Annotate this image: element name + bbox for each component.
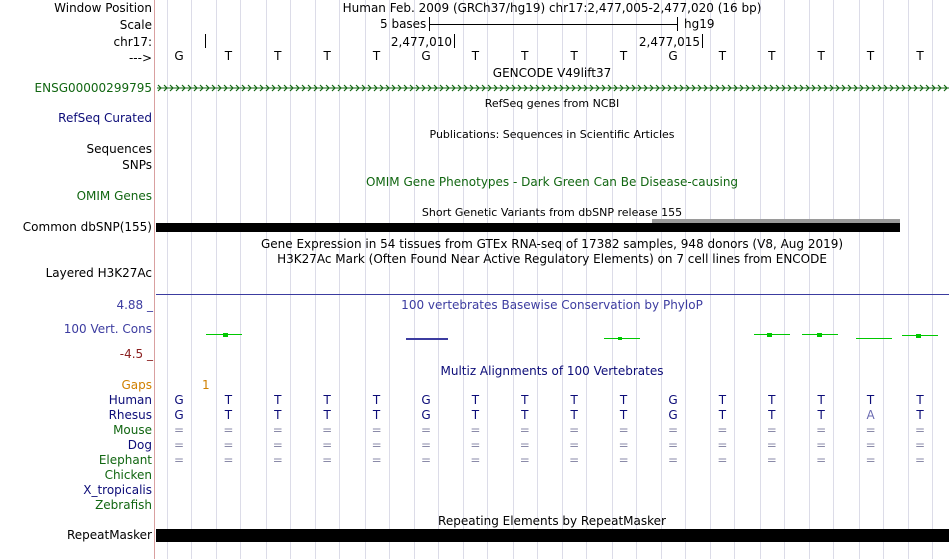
alignment-base: = — [223, 453, 234, 467]
publications-track-title[interactable]: Publications: Sequences in Scientific Articles — [429, 128, 675, 141]
alignment-base: T — [274, 408, 282, 422]
alignment-base: T — [323, 393, 331, 407]
alignment-base: = — [618, 423, 629, 437]
dbsnp-feature-bar[interactable] — [156, 223, 900, 232]
ruler-tick — [205, 34, 206, 48]
alignment-base: = — [371, 438, 382, 452]
alignment-base: = — [569, 438, 580, 452]
alignment-base: T — [817, 408, 825, 422]
species-label[interactable]: Mouse — [113, 423, 152, 437]
alignment-base: G — [668, 408, 678, 422]
alignment-base: = — [371, 423, 382, 437]
alignment-base: = — [865, 423, 876, 437]
alignment-base: T — [224, 408, 233, 422]
base-letter: T — [619, 49, 628, 63]
scale-label: Scale — [119, 18, 152, 32]
phylop-min-label: -4.5 _ — [119, 347, 153, 361]
alignment-base: = — [470, 423, 481, 437]
coord-tick-label-1: 2,477,010 — [390, 35, 452, 49]
phylop-signal — [156, 326, 949, 344]
alignment-base: = — [816, 453, 827, 467]
alignment-base: G — [174, 408, 184, 422]
base-letter: T — [570, 49, 578, 63]
alignment-base: T — [224, 393, 233, 407]
alignment-base: T — [866, 393, 875, 407]
repeatmasker-feature-bar[interactable] — [156, 529, 949, 542]
alignment-base: T — [323, 408, 331, 422]
strand-label: ---> — [128, 51, 152, 65]
alignment-base: = — [816, 423, 827, 437]
alignment-base: = — [816, 438, 827, 452]
alignment-base: = — [470, 438, 481, 452]
alignment-base: = — [272, 438, 283, 452]
alignment-base: = — [865, 438, 876, 452]
alignment-base: = — [717, 438, 728, 452]
alignment-base: T — [718, 408, 727, 422]
gaps-label[interactable]: Gaps — [121, 378, 152, 392]
phylop-track-title[interactable]: 100 vertebrates Basewise Conservation by PhyloP — [401, 298, 703, 312]
alignment-base: T — [471, 393, 480, 407]
alignment-base: = — [914, 453, 926, 467]
alignment-base: = — [914, 438, 926, 452]
refseq-track-title[interactable]: RefSeq genes from NCBI — [484, 97, 620, 110]
alignment-base: G — [421, 408, 431, 422]
gtex-track-title[interactable]: Gene Expression in 54 tissues from GTEx RNA-seq of 17382 samples, 948 donors (V8, Aug 2019) — [260, 237, 844, 251]
alignment-base: T — [619, 408, 628, 422]
base-letter: T — [323, 49, 331, 63]
gencode-gene-feature[interactable] — [157, 82, 949, 94]
species-label[interactable]: X_tropicalis — [83, 483, 152, 497]
alignment-base: T — [916, 393, 924, 407]
snps-label[interactable]: SNPs — [122, 158, 152, 172]
species-label[interactable]: Human — [108, 393, 152, 407]
base-letter: G — [668, 49, 678, 63]
multiz-track-title[interactable]: Multiz Alignments of 100 Vertebrates — [440, 364, 664, 378]
alignment-base: = — [420, 453, 432, 467]
gencode-gene-label[interactable]: ENSG00000299795 — [34, 81, 152, 95]
alignment-base: T — [372, 393, 381, 407]
alignment-base: = — [766, 438, 777, 452]
alignment-base: = — [667, 438, 679, 452]
alignment-base: T — [916, 408, 924, 422]
alignment-base: T — [619, 393, 628, 407]
alignment-base: = — [420, 423, 432, 437]
alignment-base: = — [717, 453, 728, 467]
alignment-base: = — [569, 423, 580, 437]
species-label[interactable]: Dog — [127, 438, 152, 452]
alignment-base: T — [471, 408, 480, 422]
alignment-base: T — [274, 393, 282, 407]
base-letter: G — [174, 49, 184, 63]
refseq-label[interactable]: RefSeq Curated — [58, 111, 152, 125]
alignment-base: = — [173, 423, 185, 437]
alignment-base: G — [421, 393, 431, 407]
coord-tick-label-2: 2,477,015 — [638, 35, 700, 49]
alignment-base: = — [519, 453, 530, 467]
alignment-base: T — [570, 408, 578, 422]
h3k27ac-baseline — [156, 294, 949, 295]
gene-strand-chevrons — [157, 82, 949, 94]
alignment-base: = — [173, 453, 185, 467]
omim-label[interactable]: OMIM Genes — [76, 189, 152, 203]
h3k27ac-label[interactable]: Layered H3K27Ac — [45, 266, 152, 280]
alignment-base: = — [914, 423, 926, 437]
alignment-base: = — [766, 453, 777, 467]
dbsnp-label[interactable]: Common dbSNP(155) — [22, 220, 152, 234]
alignment-base: = — [322, 438, 333, 452]
alignment-base: = — [519, 423, 530, 437]
alignment-base: = — [371, 453, 382, 467]
alignment-base: = — [223, 423, 234, 437]
window-position-text: Human Feb. 2009 (GRCh37/hg19) chr17:2,477,005-2,477,020 (16 bp) — [342, 1, 762, 15]
base-letter: T — [916, 49, 924, 63]
chrom-label: chr17: — [113, 35, 152, 49]
alignment-base: = — [272, 423, 283, 437]
alignment-base: = — [865, 453, 876, 467]
alignment-base: A — [866, 408, 875, 422]
alignment-base: T — [817, 393, 825, 407]
alignment-base: T — [768, 408, 776, 422]
base-letter: T — [718, 49, 727, 63]
alignment-base: T — [521, 393, 529, 407]
phylop-label[interactable]: 100 Vert. Cons — [63, 322, 152, 336]
base-letter: T — [768, 49, 776, 63]
alignment-base: = — [667, 423, 679, 437]
species-label[interactable]: Elephant — [98, 453, 152, 467]
species-label[interactable]: Chicken — [104, 468, 152, 482]
base-letter: T — [372, 49, 381, 63]
repeatmasker-track-title[interactable]: Repeating Elements by RepeatMasker — [438, 514, 666, 528]
alignment-base: = — [766, 423, 777, 437]
alignment-base: = — [223, 438, 234, 452]
alignment-base: = — [519, 438, 530, 452]
ruler-tick — [454, 34, 455, 48]
species-label[interactable]: Zebrafish — [95, 498, 152, 512]
gaps-value: 1 — [202, 378, 210, 392]
alignment-base: T — [718, 393, 727, 407]
alignment-base: = — [618, 438, 629, 452]
alignment-base: = — [470, 453, 481, 467]
dbsnp-feature-bar-secondary[interactable] — [652, 219, 900, 223]
alignment-base: = — [569, 453, 580, 467]
h3k27ac-track-title[interactable]: H3K27Ac Mark (Often Found Near Active Regulatory Elements) on 7 cell lines from ENCODE — [277, 252, 827, 266]
repeatmasker-label[interactable]: RepeatMasker — [66, 528, 152, 542]
alignment-base: = — [322, 423, 333, 437]
base-letter: T — [817, 49, 825, 63]
base-letter: T — [224, 49, 233, 63]
scale-bases: 5 bases — [380, 17, 427, 31]
alignment-base: T — [521, 408, 529, 422]
alignment-base: = — [618, 453, 629, 467]
alignment-base: G — [668, 393, 678, 407]
alignment-base: = — [322, 453, 333, 467]
base-letter: G — [421, 49, 431, 63]
gencode-track-title[interactable]: GENCODE V49lift37 — [492, 66, 612, 80]
alignment-base: T — [570, 393, 578, 407]
alignment-base: T — [768, 393, 776, 407]
sequences-label[interactable]: Sequences — [86, 142, 152, 156]
base-letter: T — [866, 49, 875, 63]
ruler-tick — [702, 34, 703, 48]
alignment-base: = — [667, 453, 679, 467]
alignment-base: = — [272, 453, 283, 467]
scale-bar — [429, 17, 678, 31]
phylop-max-label: 4.88 _ — [116, 298, 153, 312]
species-label[interactable]: Rhesus — [108, 408, 152, 422]
omim-track-title[interactable]: OMIM Gene Phenotypes - Dark Green Can Be Disease-causing — [365, 175, 739, 189]
phylop-plot[interactable] — [156, 326, 949, 344]
scale-assembly: hg19 — [684, 17, 715, 31]
base-letter: T — [521, 49, 529, 63]
alignment-base: = — [420, 438, 432, 452]
base-letter: T — [471, 49, 480, 63]
alignment-base: = — [173, 438, 185, 452]
alignment-base: = — [717, 423, 728, 437]
window-position-label: Window Position — [54, 1, 152, 15]
alignment-base: G — [174, 393, 184, 407]
base-letter: T — [274, 49, 282, 63]
dbsnp-track-title[interactable]: Short Genetic Variants from dbSNP release 155 — [421, 206, 683, 219]
alignment-base: T — [372, 408, 381, 422]
